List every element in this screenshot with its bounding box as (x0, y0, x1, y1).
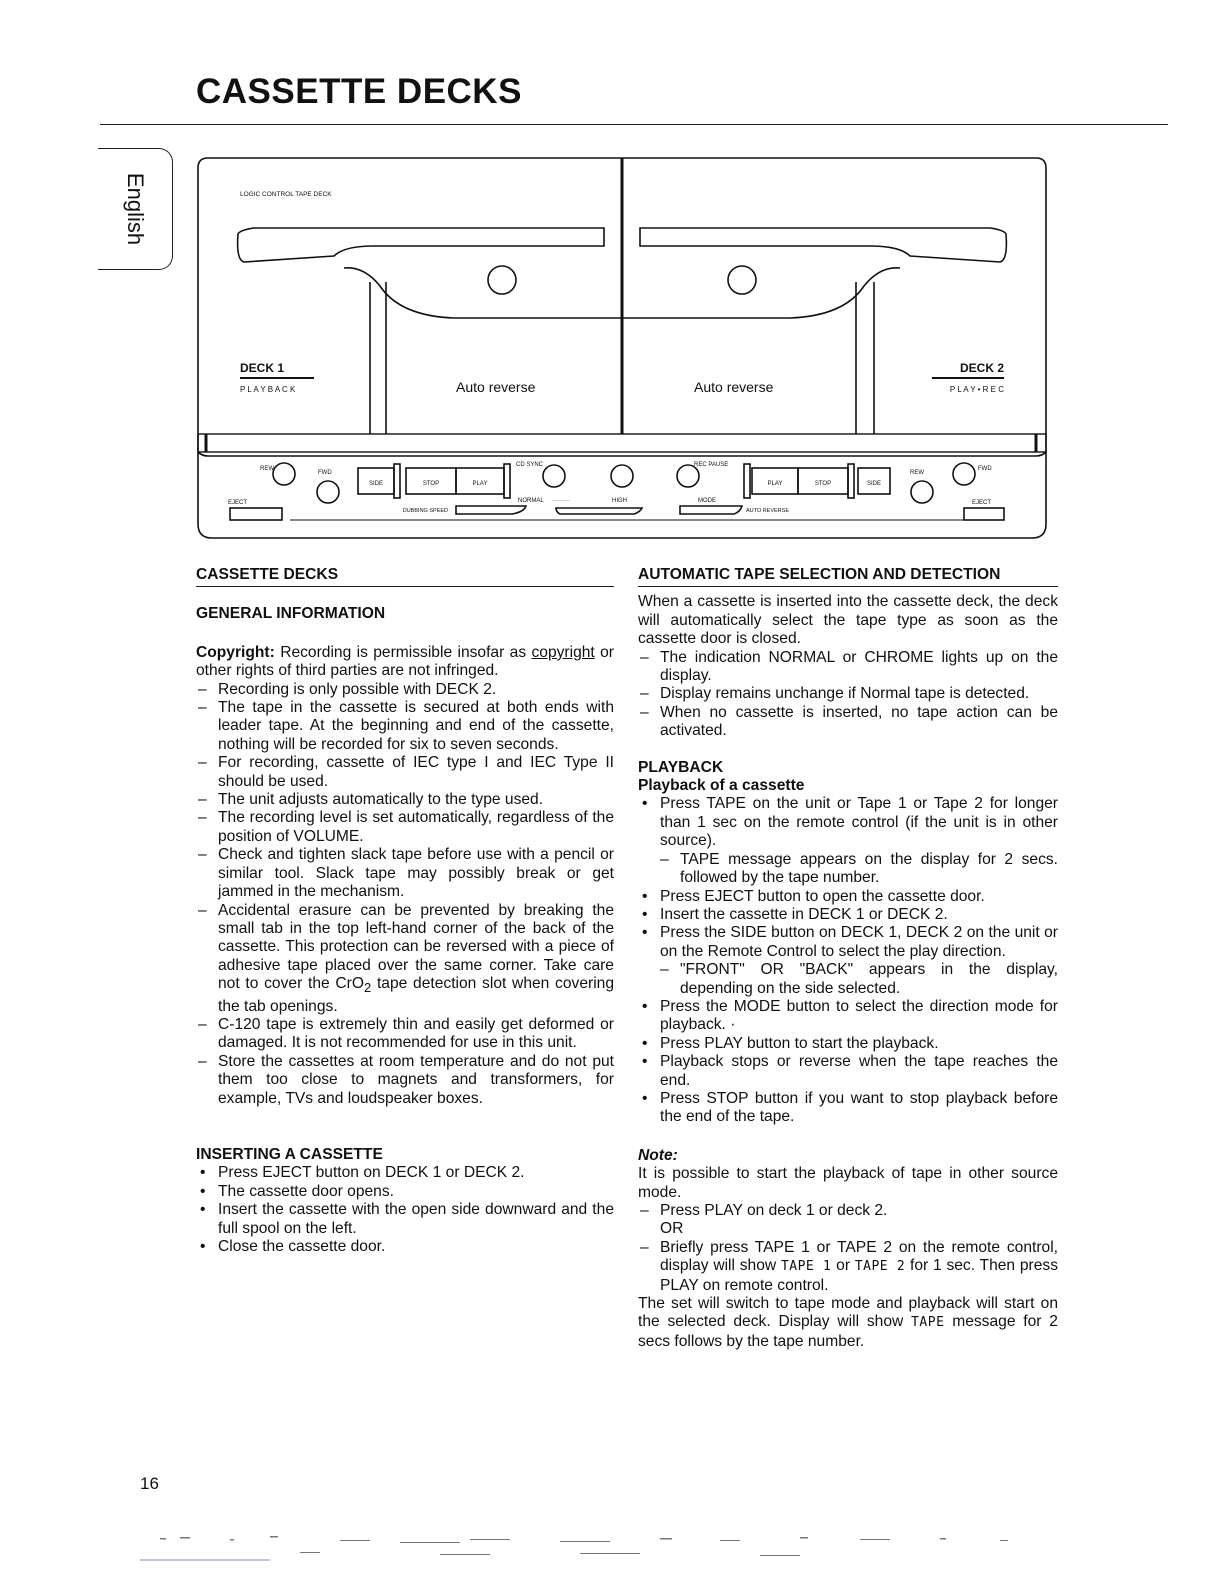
list-item: • Press TAPE on the unit or Tape 1 or Tape 2 for longer than 1 sec on the remote control (if the unit is in other source). (638, 795, 1058, 850)
fwd-label-right: FWD (978, 466, 992, 472)
auto-tape-intro: When a cassette is inserted into the cassette deck, the deck will automatically select the tape type as soon as the cassette door is closed. (638, 593, 1058, 648)
list-item: – Check and tighten slack tape before use with a pencil or similar tool. Slack tape may possibly break or get jammed in the mechanism. (196, 846, 614, 901)
erasure-text-end: tape detection slot when covering the tab openings. (218, 975, 615, 1015)
note-end-tail: message for 2 secs follows by the tape number. (638, 1313, 1058, 1350)
page-title: CASSETTE DECKS (196, 72, 522, 111)
control-strip-frame (198, 434, 1046, 452)
deck1-mode: P L A Y B A C K (240, 385, 296, 394)
list-item: – Recording is only possible with DECK 2. (196, 681, 614, 699)
copyright-label: Copyright: (196, 643, 275, 661)
copyright-paragraph (196, 644, 614, 681)
right-column (638, 566, 1058, 1351)
list-item: – Store the cassettes at room temperature and do not put them too close to magnets and transformers, for example, TVs and loudspeaker boxes. (196, 1053, 614, 1108)
list-item: • Press EJECT button to open the cassette door. (638, 888, 1058, 906)
deck1-window-hole (488, 266, 516, 294)
list-item-lcd (638, 1239, 1058, 1295)
fwd-knob-right (953, 463, 975, 485)
dubbing-speed-slider (456, 506, 526, 514)
rec-pause-label: REC PAUSE (694, 462, 729, 468)
list-item: • Press STOP button if you want to stop playback before the end of the tape. (638, 1090, 1058, 1127)
note-2-or: or (831, 1257, 855, 1275)
list-item: • Close the cassette door. (196, 1238, 614, 1256)
note-or: OR (660, 1220, 684, 1238)
playback-heading: PLAYBACK (638, 758, 724, 776)
note-intro: It is possible to start the playback of tape in other source mode. (638, 1165, 1058, 1201)
list-item: • Press the MODE button to select the direction mode for playback. · (638, 998, 1058, 1035)
deck1-name: DECK 1 (240, 361, 285, 375)
door-curve-right (622, 268, 900, 318)
list-item: – C-120 tape is extremely thin and easily get deformed or damaged. It is not recommended for use in this unit. (196, 1016, 614, 1053)
playback-list (638, 795, 1058, 1126)
fwd-label-left: FWD (318, 470, 332, 476)
list-item: • The cassette door opens. (196, 1183, 614, 1201)
copyright-word: copyright (531, 643, 595, 661)
side-label-left: SIDE (368, 481, 384, 487)
list-item: – The tape in the cassette is secured at both ends with leader tape. At the beginning and end of the cassette, nothing will be recorded for six to seven seconds. (196, 699, 614, 754)
normal-label: NORMAL (518, 498, 544, 504)
list-item: – The indication NORMAL or CHROME lights up on the display. (638, 649, 1058, 686)
stop-label-right: STOP (814, 481, 832, 487)
scan-noise (140, 1530, 1040, 1570)
deck2-name: DECK 2 (959, 361, 1004, 375)
cassette-decks-heading: CASSETTE DECKS (196, 566, 614, 587)
brand-label: LOGIC CONTROL TAPE DECK (240, 191, 332, 198)
list-item: – For recording, cassette of IEC type I and IEC Type II should be used. (196, 754, 614, 791)
playback-subheading: Playback of a cassette (638, 777, 805, 795)
dubbing-speed-label: DUBBING SPEED (402, 508, 448, 514)
lcd-tape: TAPE (911, 1315, 945, 1331)
list-subitem: – TAPE message appears on the display for 2 secs. followed by the tape number. (638, 851, 1058, 888)
list-item: • Press EJECT button on DECK 1 or DECK 2. (196, 1164, 614, 1182)
play-label-left: PLAY (472, 481, 488, 487)
erasure-subscript: 2 (364, 980, 372, 996)
list-subitem: – "FRONT" OR "BACK" appears in the display, depending on the side selected. (638, 961, 1058, 998)
window-band-left (238, 228, 604, 262)
list-item: – Display remains unchange if Normal tape is detected. (638, 685, 1058, 703)
play-label-right: PLAY (767, 481, 783, 487)
language-tab (98, 148, 173, 270)
eject-label-right: EJECT (972, 500, 992, 506)
list-item: – When no cassette is inserted, no tape action can be activated. (638, 704, 1058, 741)
erasure-text: Accidental erasure can be prevented by breaking the small tab in the top left-hand corner of the back of the cassette. This protection can be reversed with a piece of adhesive tape placed over the same corner. Take care not to cover the CrO (218, 901, 614, 993)
cd-sync-knob (543, 465, 565, 487)
list-item: • Press the SIDE button on DECK 1, DECK 2 on the unit or on the Remote Control to select the play direction. (638, 924, 1058, 961)
general-info-list (196, 681, 614, 1108)
list-item-erasure (196, 902, 614, 1017)
list-item: • Playback stops or reverse when the tape reaches the end. (638, 1053, 1058, 1090)
stop-label-left: STOP (422, 481, 440, 487)
list-item: • Insert the cassette in DECK 1 or DECK 2. (638, 906, 1058, 924)
dots-label: ········· (552, 498, 570, 504)
note-end-text: The set will switch to tape mode and playback will start on the selected deck. Display will show (638, 1295, 1058, 1331)
general-info-heading: GENERAL INFORMATION (196, 605, 386, 623)
window-band-right (640, 228, 1006, 262)
auto-reverse-label: AUTO REVERSE (746, 508, 789, 514)
auto-tape-list (638, 649, 1058, 741)
cd-sync-label: CD SYNC (516, 462, 544, 468)
eject-button-right (964, 508, 1004, 520)
list-item: – Press PLAY on deck 1 or deck 2. (638, 1202, 1058, 1220)
rew-knob-right (911, 481, 933, 503)
inserting-list (196, 1164, 614, 1256)
high-label: HIGH (612, 498, 627, 504)
language-tab-label: English (123, 172, 148, 246)
mode-label: MODE (698, 498, 716, 504)
deck2-door-label: Auto reverse (694, 379, 774, 395)
fwd-knob-left (317, 481, 339, 503)
lcd-tape1: TAPE 1 (780, 1259, 832, 1275)
page-number: 16 (140, 1474, 159, 1493)
list-item: • Press PLAY button to start the playback. (638, 1035, 1058, 1053)
rew-label-left: REW (260, 466, 274, 472)
deck2-window-hole (728, 266, 756, 294)
mode-slider (680, 506, 742, 514)
left-column (196, 566, 614, 1257)
note-heading: Note: (638, 1146, 678, 1164)
deck2-mode: P L A Y • R E C (949, 385, 1004, 394)
copyright-text: Recording is permissible insofar as (274, 643, 532, 661)
eject-label-left: EJECT (228, 500, 248, 506)
title-rule (100, 124, 1168, 125)
note-list (638, 1202, 1058, 1295)
copyright-text-end: or other rights of third parties are not infringed. (196, 643, 614, 680)
note-2-end: for 1 sec. Then press PLAY on remote control. (660, 1257, 1059, 1294)
list-item: – The recording level is set automatically, regardless of the position of VOLUME. (196, 809, 614, 846)
inserting-heading: INSERTING A CASSETTE (196, 1146, 383, 1164)
rec-pause-knob (677, 465, 699, 487)
auto-tape-heading: AUTOMATIC TAPE SELECTION AND DETECTION (638, 566, 1058, 587)
note-2-text: Briefly press TAPE 1 or TAPE 2 on the remote control, display will show (660, 1238, 1058, 1275)
rew-label-right: REW (910, 470, 924, 476)
list-item: – The unit adjusts automatically to the type used. (196, 791, 614, 809)
list-item: • Insert the cassette with the open side downward and the full spool on the left. (196, 1201, 614, 1238)
cassette-deck-illustration (194, 156, 1050, 542)
eject-button-left (230, 508, 282, 520)
lcd-tape2: TAPE 2 (854, 1259, 906, 1275)
side-label-right: SIDE (866, 481, 882, 487)
note-end (638, 1295, 1058, 1351)
deck1-door-label: Auto reverse (456, 379, 536, 395)
rew-knob-left (273, 463, 295, 485)
center-knob (611, 465, 633, 487)
